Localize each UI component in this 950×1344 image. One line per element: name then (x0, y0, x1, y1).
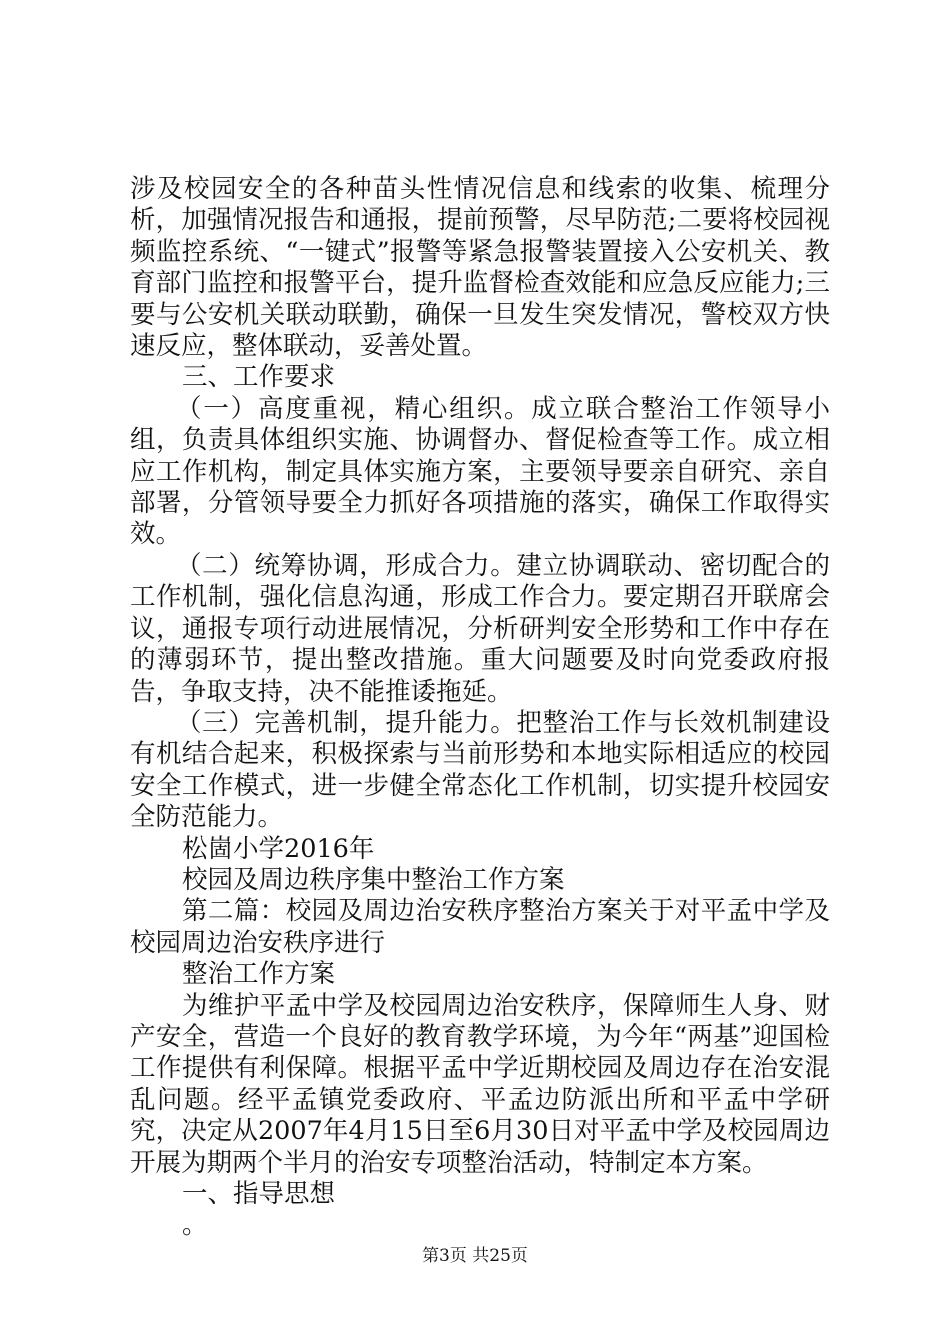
section-heading-guiding-ideology: 一、指导思想 (182, 1179, 336, 1209)
plan-title: 校园及周边秩序集中整治工作方案 (182, 864, 565, 895)
paragraph-purpose: 为维护平孟中学及校园周边治安秩序，保障师生人身、财产安全，营造一个良好的教育教学环境，为今年“两基”迎国检工作提供有利保障。根据平孟中学近期校园及周边存在治安混乱问题。经平孟镇党委政府、平孟边防派出所和平孟中学研究，决定从2007年4月15日至6月30日对平孟中学及校园周边开展为期两个半月的治安专项整治活动，特制定本方案。 (130, 990, 830, 1178)
paragraph-continuation: 涉及校园安全的各种苗头性情况信息和线索的收集、梳理分析，加强情况报告和通报，提前预警，尽早防范;二要将校园视频监控系统、“一键式”报警等紧急报警装置接入公安机关、教育部门监控和报警平台，提升监督检查效能和应急反应能力;三要与公安机关联动联勤，确保一旦发生突发情况，警校双方快速反应，整体联动，妥善处置。 (130, 174, 830, 362)
chapter-two-subtitle: 整治工作方案 (182, 959, 336, 990)
section-heading-work-requirements: 三、工作要求 (182, 362, 336, 393)
trailing-period: 。 (182, 1210, 208, 1241)
document-body (130, 174, 830, 1242)
signature-school-year: 松崮小学2016年 (182, 833, 375, 864)
paragraph-requirement-3: （三）完善机制，提升能力。把整治工作与长效机制建设有机结合起来，积极探索与当前形势和本地实际相适应的校园安全工作模式，进一步健全常态化工作机制，切实提升校园安全防范能力。 (130, 707, 830, 833)
page-footer: 第3页 共25页 (422, 1246, 528, 1266)
paragraph-requirement-1: （一）高度重视，精心组织。成立联合整治工作领导小组，负责具体组织实施、协调督办、督促检查等工作。成立相应工作机构，制定具体实施方案，主要领导要亲自研究、亲自部署，分管领导要全力抓好各项措施的落实，确保工作取得实效。 (130, 393, 830, 550)
chapter-two-heading: 第二篇：校园及周边治安秩序整治方案关于对平孟中学及校园周边治安秩序进行 (130, 896, 830, 958)
paragraph-requirement-2: （二）统筹协调，形成合力。建立协调联动、密切配合的工作机制，强化信息沟通，形成工作合力。要定期召开联席会议，通报专项行动进展情况，分析研判安全形势和工作中存在的薄弱环节，提出整改措施。重大问题要及时向党委政府报告，争取支持，决不能推诿拖延。 (130, 550, 830, 707)
